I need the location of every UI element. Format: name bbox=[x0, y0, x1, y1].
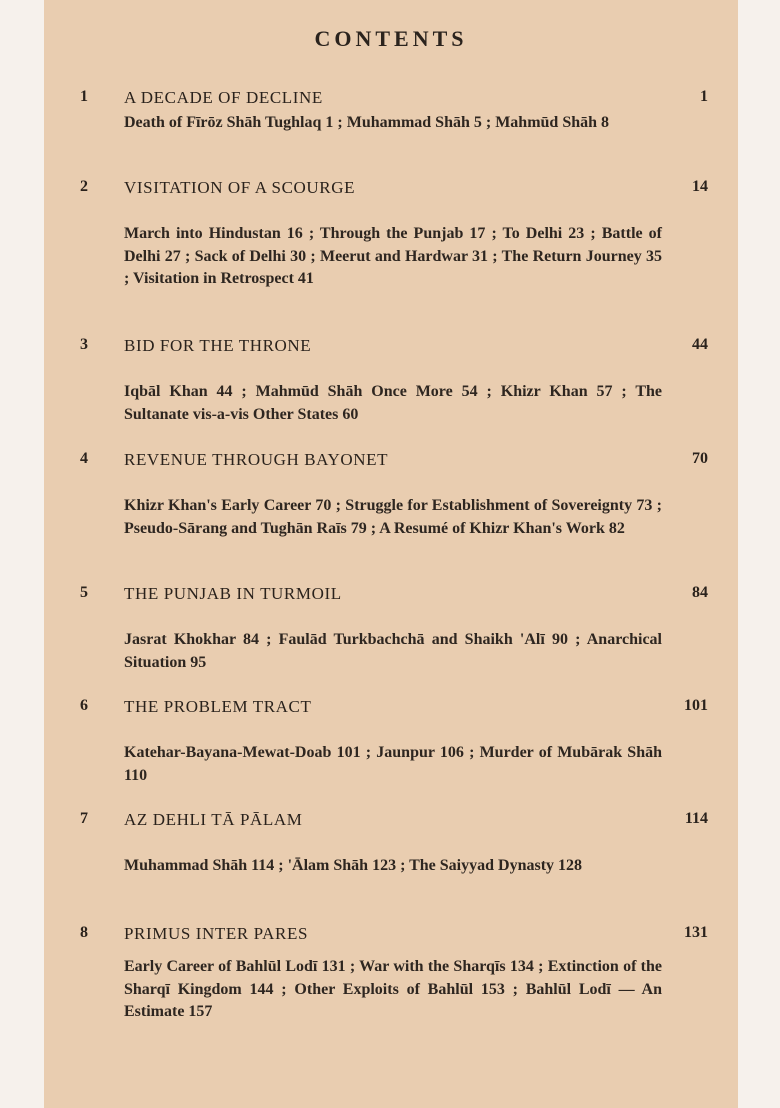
chapter-page-number: 131 bbox=[684, 924, 708, 941]
chapter-number: 3 bbox=[80, 336, 88, 353]
chapter-number: 6 bbox=[80, 697, 88, 714]
chapter-page-number: 14 bbox=[692, 178, 708, 195]
chapter-number: 1 bbox=[80, 88, 88, 105]
chapter-subtopics: Jasrat Khokhar 84 ; Faulād Turkbachchā and Shaikh 'Alī 90 ; Anarchical Situation 95 bbox=[124, 631, 662, 671]
chapter-title: A DECADE OF DECLINE bbox=[124, 88, 323, 107]
chapter-subtopics: March into Hindustan 16 ; Through the Punjab 17 ; To Delhi 23 ; Battle of Delhi 27 ; Sack of Delhi 30 ; Meerut and Hardwar 31 ; The Return Journey 35 ; Visitation in Retrospect 41 bbox=[124, 225, 662, 287]
book-page bbox=[44, 0, 738, 1108]
chapter-number: 2 bbox=[80, 178, 88, 195]
chapter-subtopics: Early Career of Bahlūl Lodī 131 ; War with the Sharqīs 134 ; Extinction of the Sharqī Kingdom 144 ; Other Exploits of Bahlūl 153 ; Bahlūl Lodī — An Estimate 157 bbox=[124, 958, 662, 1020]
chapter-title: AZ DEHLI TĀ PĀLAM bbox=[124, 810, 303, 829]
chapter-title: THE PROBLEM TRACT bbox=[124, 697, 312, 716]
chapter-page-number: 44 bbox=[692, 336, 708, 353]
chapter-subtopics: Katehar-Bayana-Mewat-Doab 101 ; Jaunpur 106 ; Murder of Mubārak Shāh 110 bbox=[124, 744, 662, 784]
chapter-subtopics: Death of Fīrōz Shāh Tughlaq 1 ; Muhammad Shāh 5 ; Mahmūd Shāh 8 bbox=[124, 114, 610, 131]
chapter-page-number: 1 bbox=[700, 88, 708, 105]
chapter-subtopics: Iqbāl Khan 44 ; Mahmūd Shāh Once More 54 ; Khizr Khan 57 ; The Sultanate vis-a-vis Other States 60 bbox=[124, 383, 662, 423]
chapter-number: 7 bbox=[80, 810, 88, 827]
chapter-page-number: 114 bbox=[684, 810, 708, 827]
chapter-subtopics: Muhammad Shāh 114 ; 'Ālam Shāh 123 ; The Saiyyad Dynasty 128 bbox=[124, 857, 583, 874]
chapter-number: 8 bbox=[80, 924, 88, 941]
chapter-title: THE PUNJAB IN TURMOIL bbox=[124, 584, 342, 603]
chapter-page-number: 84 bbox=[692, 584, 708, 601]
page-title: CONTENTS bbox=[314, 26, 468, 51]
chapter-title: VISITATION OF A SCOURGE bbox=[124, 178, 356, 197]
chapter-page-number: 101 bbox=[684, 697, 708, 714]
chapter-title: PRIMUS INTER PARES bbox=[124, 924, 308, 943]
chapter-page-number: 70 bbox=[692, 450, 708, 467]
chapter-number: 5 bbox=[80, 584, 88, 601]
chapter-number: 4 bbox=[80, 450, 88, 467]
chapter-subtopics: Khizr Khan's Early Career 70 ; Struggle for Establishment of Sovereignty 73 ; Pseudo-Sārang and Tughān Raīs 79 ; A Resumé of Khizr Khan's Work 82 bbox=[124, 497, 662, 537]
chapter-title: REVENUE THROUGH BAYONET bbox=[124, 450, 389, 469]
chapter-title: BID FOR THE THRONE bbox=[124, 336, 312, 355]
